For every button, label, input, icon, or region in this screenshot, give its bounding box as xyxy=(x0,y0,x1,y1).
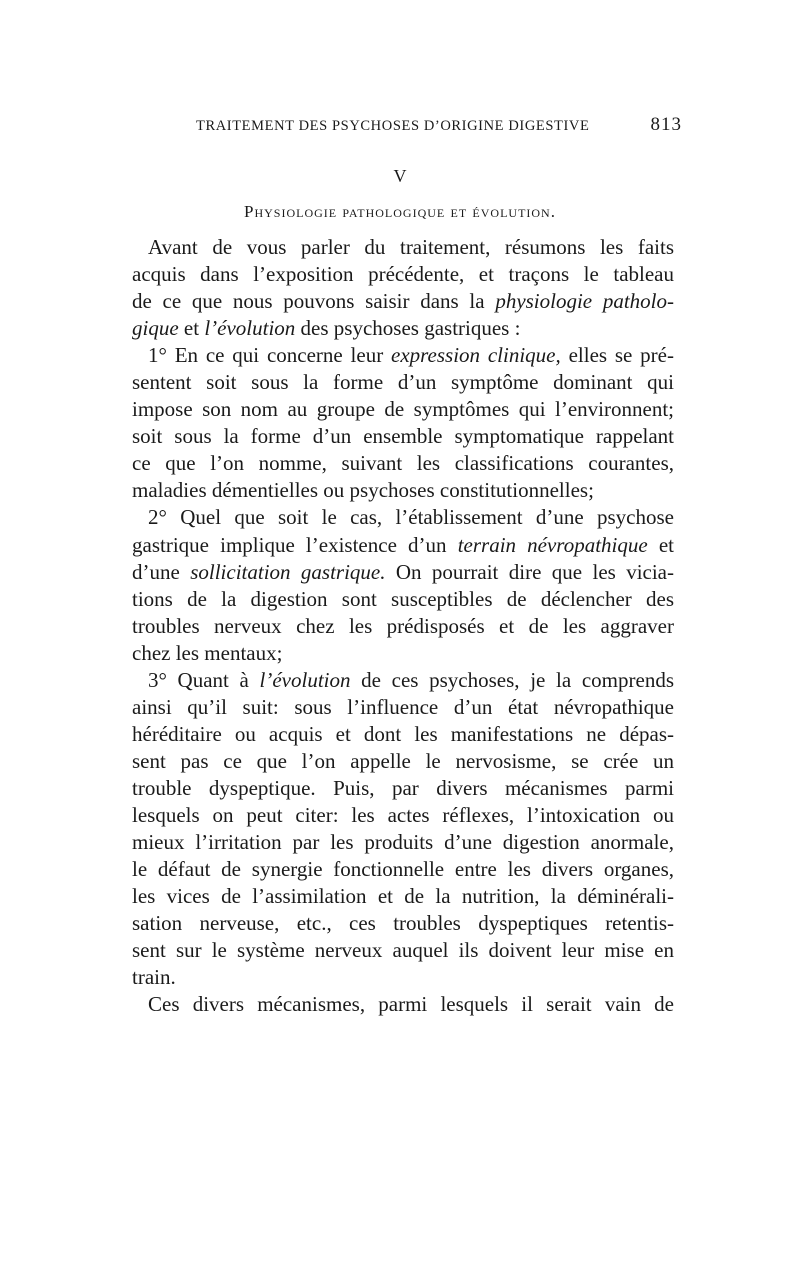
text-line xyxy=(132,396,674,423)
text-line xyxy=(132,559,674,586)
text-span: elles se pré- xyxy=(560,343,674,368)
text-line xyxy=(132,667,674,694)
text-span: mieux l’irritation par les produits d’une digestion anormale, xyxy=(132,830,674,855)
text-span: le défaut de synergie fonctionnelle entre les divers organes, xyxy=(132,857,674,882)
text-line xyxy=(132,586,674,613)
text-line xyxy=(132,423,674,450)
text-line xyxy=(132,721,674,748)
text-span: et xyxy=(647,532,675,557)
text-line xyxy=(132,991,674,1018)
text-line xyxy=(132,450,674,477)
text-line xyxy=(132,748,674,775)
text-span: train. xyxy=(132,965,176,990)
text-span: d’une xyxy=(132,559,191,584)
text-span: Avant de vous parler du traitement, résumons les faits xyxy=(148,235,674,259)
text-span: sation nerveuse, etc., ces troubles dyspeptiques retentis- xyxy=(132,911,674,936)
body-text xyxy=(132,234,674,1018)
text-span: impose son nom au groupe de symptômes qui l’environnent; xyxy=(132,397,674,422)
italic-span: sollicitation gastrique. xyxy=(190,559,386,584)
text-line xyxy=(132,964,674,991)
text-span: sent sur le système nerveux auquel ils doivent leur mise en xyxy=(132,938,674,963)
text-span: de ce que nous pouvons saisir dans la xyxy=(132,289,496,314)
text-span: troubles nerveux chez les prédisposés et de les aggraver xyxy=(132,613,674,638)
text-span: sent pas ce que l’on appelle le nervosisme, se crée un xyxy=(132,748,674,773)
italic-span: gique xyxy=(132,316,179,341)
text-span: soit sous la forme d’un ensemble symptomatique rappelant xyxy=(132,424,674,449)
text-span: des psychoses gastriques : xyxy=(295,316,521,341)
italic-span: l’évolution xyxy=(259,667,351,692)
text-span: acquis dans l’exposition précédente, et traçons le tableau xyxy=(132,262,674,287)
text-span: On pourrait dire que les vicia- xyxy=(385,559,674,584)
text-line xyxy=(132,315,674,342)
running-title: TRAITEMENT DES PSYCHOSES D’ORIGINE DIGESTIVE xyxy=(196,118,590,134)
text-span: 2° Quel que soit le cas, l’établissement d’une psychose xyxy=(148,505,674,530)
text-line xyxy=(132,640,674,667)
text-span: gastrique implique l’existence d’un xyxy=(132,532,458,557)
text-line xyxy=(132,504,674,531)
text-line xyxy=(132,829,674,856)
text-span: ainsi qu’il suit: sous l’influence d’un état névropathique xyxy=(132,694,674,719)
italic-span: terrain névropathique xyxy=(457,532,648,557)
text-line xyxy=(132,883,674,910)
text-span: et xyxy=(178,316,205,341)
text-line xyxy=(132,477,674,504)
text-span: héréditaire ou acquis et dont les manifestations ne dépas- xyxy=(132,721,674,746)
text-line xyxy=(132,937,674,964)
text-line xyxy=(132,856,674,883)
text-span: ce que l’on nomme, suivant les classifications courantes, xyxy=(132,451,674,476)
text-line xyxy=(132,802,674,829)
italic-span: expression clinique, xyxy=(391,343,561,368)
text-line xyxy=(132,910,674,937)
running-head xyxy=(196,114,682,136)
text-line xyxy=(132,234,674,261)
text-line xyxy=(132,261,674,288)
text-line xyxy=(132,288,674,315)
text-line xyxy=(132,342,674,369)
text-line xyxy=(132,613,674,640)
page-number: 813 xyxy=(650,114,682,135)
text-span: trouble dyspeptique. Puis, par divers mécanismes parmi xyxy=(132,775,674,800)
text-span: chez les mentaux; xyxy=(132,640,283,665)
text-span: les vices de l’assimilation et de la nutrition, la déminérali- xyxy=(132,884,674,909)
section-title: Physiologie pathologique et évolution. xyxy=(244,202,556,221)
text-span: de ces psychoses, je la comprends xyxy=(350,667,674,692)
text-span: lesquels on peut citer: les actes réflexes, l’intoxication ou xyxy=(132,802,674,827)
text-span: tions de la digestion sont susceptibles de déclencher des xyxy=(132,586,674,611)
text-line xyxy=(132,775,674,802)
text-line xyxy=(132,694,674,721)
italic-span: l’évolution xyxy=(204,316,296,341)
text-line xyxy=(132,532,674,559)
text-span: sentent soit sous la forme d’un symptôme dominant qui xyxy=(132,370,674,395)
text-span: 1° En ce qui concerne leur xyxy=(148,343,392,368)
section-numeral: V xyxy=(393,166,407,186)
italic-span: physiologie patholo- xyxy=(495,289,675,314)
text-line xyxy=(132,369,674,396)
text-span: Ces divers mécanismes, parmi lesquels il serait vain de xyxy=(148,992,674,1017)
text-span: 3° Quant à xyxy=(148,667,260,692)
text-span: maladies démentielles ou psychoses constitutionnelles; xyxy=(132,478,594,503)
